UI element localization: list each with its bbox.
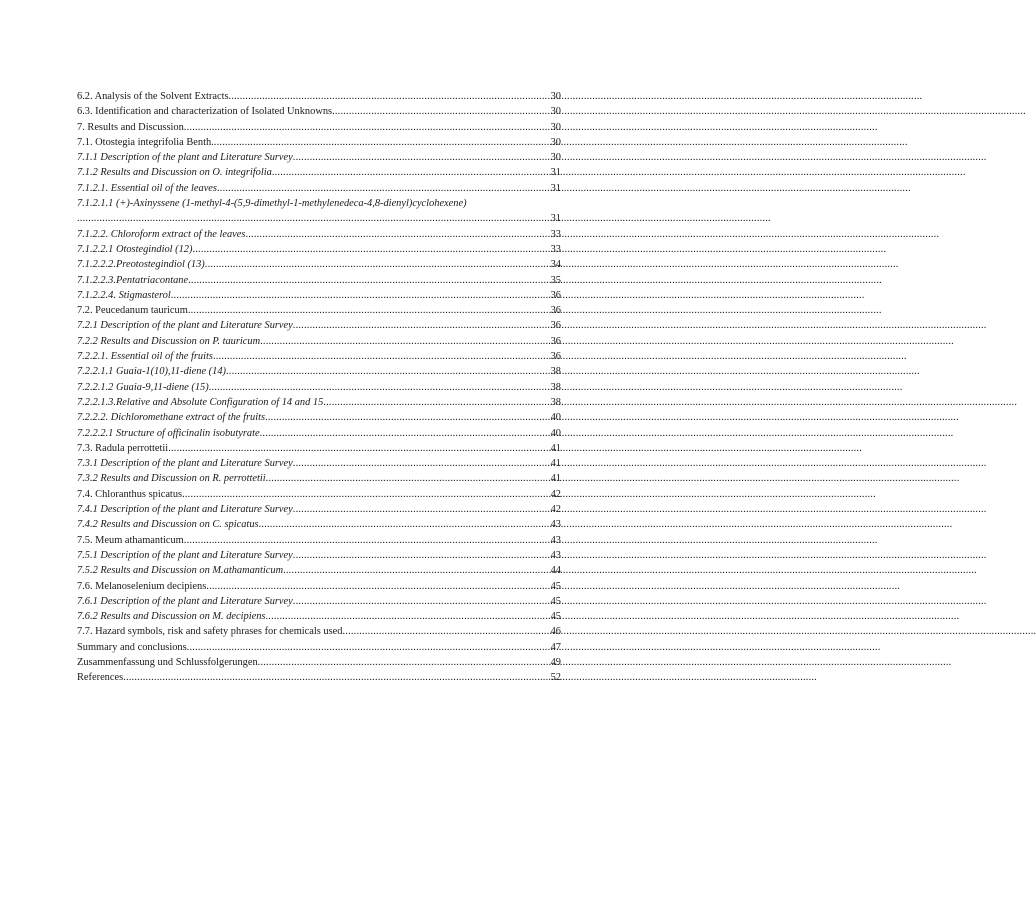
toc-entry-title: Summary and conclusions (77, 641, 187, 653)
toc-dot-leader (77, 211, 550, 226)
toc-entry-title: 7.3.1 Description of the plant and Literature Survey (77, 458, 293, 470)
toc-entry (77, 349, 561, 364)
toc-entry (77, 640, 561, 655)
toc-dot-leader (293, 318, 550, 333)
toc-entry-title: 7.2.1 Description of the plant and Literature Survey (77, 320, 293, 332)
toc-page-number: 38 (550, 396, 561, 408)
toc-entry (77, 242, 561, 257)
toc-entry-title: 7.1.2.1.1 (+)-Axinyssene (1-methyl-4-(5,9-dimethyl-1-methylenedeca-4,8-dienyl)cyclohexene) (77, 198, 467, 210)
toc-entry-title: 7.5.1 Description of the plant and Literature Survey (77, 549, 293, 561)
toc-dot-leader (258, 655, 550, 670)
toc-dot-leader (259, 517, 550, 532)
toc-page-number: 49 (550, 656, 561, 668)
toc-entry (77, 426, 561, 441)
toc-page-number: 30 (550, 121, 561, 133)
toc-page-number: 45 (550, 580, 561, 592)
toc-entry (77, 303, 561, 318)
table-of-contents (77, 89, 561, 686)
toc-dot-leader (182, 487, 550, 502)
toc-entry (77, 441, 561, 456)
toc-dot-leader (229, 89, 550, 104)
toc-dot-leader (206, 579, 549, 594)
toc-entry (77, 227, 561, 242)
toc-page-number: 38 (550, 381, 561, 393)
toc-page-number: 44 (550, 565, 561, 577)
toc-entry (77, 257, 561, 272)
toc-page-number: 34 (550, 259, 561, 271)
toc-entry-title: 7.1.2.2.1 Otostegindiol (12) (77, 243, 193, 255)
toc-entry (77, 548, 561, 563)
toc-entry (77, 120, 561, 135)
toc-page-number: 41 (550, 473, 561, 485)
toc-entry (77, 487, 561, 502)
toc-dot-leader (342, 624, 549, 639)
toc-entry-title: 7.2.2 Results and Discussion on P. tauricum (77, 335, 261, 347)
toc-dot-leader (192, 242, 549, 257)
toc-entry (77, 150, 561, 165)
toc-entry (77, 211, 561, 226)
toc-page-number: 52 (550, 672, 561, 684)
toc-dot-leader (188, 303, 550, 318)
toc-entry (77, 273, 561, 288)
toc-page-number: 30 (550, 136, 561, 148)
toc-page-number: 35 (550, 274, 561, 286)
toc-page-number: 31 (550, 167, 561, 179)
toc-dot-leader (245, 227, 549, 242)
toc-entry (77, 579, 561, 594)
toc-entry-title: 7.5. Meum athamanticum (77, 534, 184, 546)
toc-entry-title: 7.2.2.1. Essential oil of the fruits (77, 351, 213, 363)
toc-page-number: 38 (550, 366, 561, 378)
toc-entry-title: 7.1. Otostegia integrifolia Benth. (77, 136, 214, 148)
toc-page-number: 36 (550, 335, 561, 347)
toc-entry-title: 7.2.2.1.3.Relative and Absolute Configuration of 14 and 15 (77, 396, 324, 408)
toc-page-number: 42 (550, 488, 561, 500)
toc-entry-title: 7.1.1 Description of the plant and Literature Survey (77, 152, 293, 164)
toc-page-number: 31 (550, 182, 561, 194)
toc-entry (77, 196, 561, 211)
toc-entry-title: Zusammenfassung und Schlussfolgerungen (77, 656, 258, 668)
toc-entry (77, 563, 561, 578)
toc-entry-title: 7. Results and Discussion (77, 121, 184, 133)
toc-entry (77, 624, 561, 639)
toc-page-number: 36 (550, 305, 561, 317)
toc-dot-leader (184, 120, 550, 135)
toc-entry (77, 609, 561, 624)
toc-entry-title: 7.7. Hazard symbols, risk and safety phrases for chemicals used (77, 626, 343, 638)
toc-dot-leader (205, 257, 550, 272)
toc-dot-leader (266, 471, 550, 486)
toc-dot-leader (293, 502, 550, 517)
toc-entry-title: 7.2.2.1.2 Guaia-9,11-diene (15) (77, 381, 209, 393)
toc-entry (77, 456, 561, 471)
toc-entry (77, 89, 561, 104)
toc-dot-leader (265, 609, 549, 624)
toc-entry (77, 410, 561, 425)
toc-entry-title: References (77, 672, 124, 684)
toc-page-number: 36 (550, 289, 561, 301)
toc-page-number: 43 (550, 519, 561, 531)
toc-page-number: 36 (550, 351, 561, 363)
toc-entry (77, 517, 561, 532)
toc-entry (77, 380, 561, 395)
toc-entry-title: 7.1.2.2.2.Preotostegindiol (13) (77, 259, 205, 271)
toc-entry (77, 533, 561, 548)
toc-dot-leader (293, 150, 550, 165)
toc-page-number: 33 (550, 228, 561, 240)
toc-entry (77, 288, 561, 303)
toc-page-number: 40 (550, 412, 561, 424)
toc-entry (77, 334, 561, 349)
toc-entry (77, 395, 561, 410)
toc-entry-title: 6.2. Analysis of the Solvent Extracts (77, 91, 229, 102)
toc-dot-leader (217, 181, 550, 196)
toc-entry-title: 7.4.2 Results and Discussion on C. spicatus (77, 519, 259, 531)
toc-entry-title: 6.3. Identification and characterization of Isolated Unknowns (77, 106, 333, 118)
toc-page-number: 45 (550, 611, 561, 623)
toc-page-number: 41 (550, 442, 561, 454)
toc-entry-title: 7.2.2.1.1 Guaia-1(10),11-diene (14) (77, 366, 226, 378)
toc-entry-title: 7.5.2 Results and Discussion on M.athamanticum (77, 565, 284, 577)
toc-page-number: 30 (550, 152, 561, 164)
toc-entry (77, 655, 561, 670)
toc-page-number: 46 (550, 626, 561, 638)
toc-entry-title: 7.1.2 Results and Discussion on O. integrifolia (77, 167, 272, 179)
toc-entry (77, 165, 561, 180)
toc-entry (77, 318, 561, 333)
toc-entry-title: 7.1.2.2. Chloroform extract of the leaves (77, 228, 246, 240)
toc-dot-leader (293, 548, 550, 563)
toc-page-number: 31 (550, 213, 561, 225)
toc-dot-leader (187, 640, 550, 655)
toc-page-number: 41 (550, 458, 561, 470)
toc-dot-leader (283, 563, 550, 578)
toc-entry (77, 135, 561, 150)
toc-entry-title: 7.1.2.2.3.Pentatriacontane (77, 274, 189, 286)
toc-entry (77, 594, 561, 609)
toc-dot-leader (123, 670, 549, 685)
toc-page-number: 40 (550, 427, 561, 439)
toc-entry-title: 7.4.1 Description of the plant and Literature Survey (77, 504, 293, 516)
toc-entry (77, 502, 561, 517)
toc-dot-leader (168, 441, 549, 456)
toc-page-number: 45 (550, 595, 561, 607)
toc-dot-leader (265, 410, 550, 425)
toc-page-number: 36 (550, 320, 561, 332)
toc-entry (77, 181, 561, 196)
toc-dot-leader (293, 456, 550, 471)
toc-page-number: 33 (550, 243, 561, 255)
toc-entry (77, 670, 561, 685)
toc-entry-title: 7.6.1 Description of the plant and Literature Survey (77, 595, 293, 607)
toc-entry-title: 7.6. Melanoselenium decipiens (77, 580, 207, 592)
toc-entry-title: 7.3. Radula perrottetii (77, 442, 169, 454)
toc-dot-leader (332, 104, 550, 119)
toc-entry-title: 7.4. Chloranthus spicatus (77, 488, 183, 500)
toc-dot-leader (209, 380, 550, 395)
toc-page-number: 43 (550, 549, 561, 561)
toc-entry (77, 104, 561, 119)
toc-dot-leader (272, 165, 550, 180)
toc-entry (77, 364, 561, 379)
toc-dot-leader (226, 364, 550, 379)
toc-dot-leader (213, 349, 550, 364)
toc-page-number: 47 (550, 641, 561, 653)
toc-entry (77, 471, 561, 486)
toc-dot-leader (293, 594, 550, 609)
toc-dot-leader (260, 426, 550, 441)
toc-page-number: 43 (550, 534, 561, 546)
toc-entry-title: 7.2.2.2.1 Structure of officinalin isobutyrate (77, 427, 260, 439)
toc-page-number: 30 (550, 106, 561, 118)
toc-entry-title: 7.2. Peucedanum tauricum (77, 305, 188, 317)
toc-dot-leader (214, 135, 550, 150)
toc-dot-leader (323, 395, 549, 410)
toc-dot-leader (171, 288, 550, 303)
toc-entry-title: 7.2.2.2. Dichloromethane extract of the fruits (77, 412, 266, 424)
toc-dot-leader (260, 334, 550, 349)
toc-dot-leader (188, 273, 550, 288)
toc-dot-leader (184, 533, 550, 548)
toc-entry-title: 7.3.2 Results and Discussion on R. perrottetii (77, 473, 266, 485)
toc-page-number: 30 (550, 91, 561, 102)
toc-page-number: 42 (550, 504, 561, 516)
toc-entry-title: 7.1.2.2.4. Stigmasterol (77, 289, 171, 301)
toc-entry-title: 7.1.2.1. Essential oil of the leaves (77, 182, 217, 194)
toc-entry-title: 7.6.2 Results and Discussion on M. decipiens (77, 611, 266, 623)
